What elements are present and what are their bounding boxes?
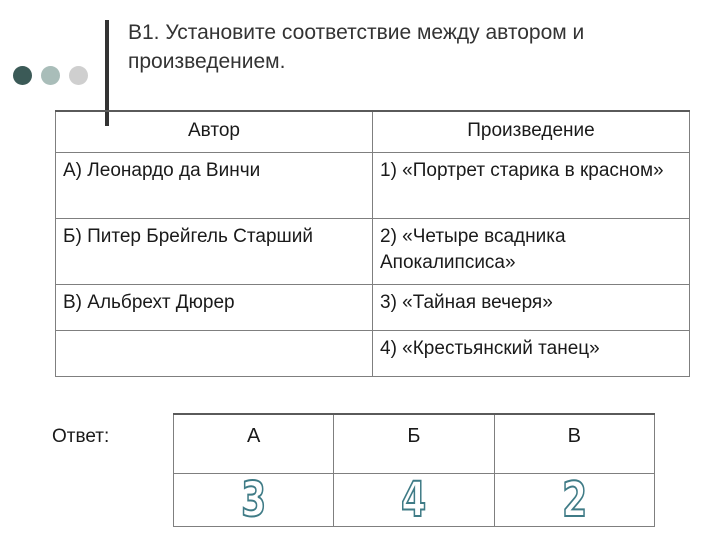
answer-letters-row [174, 414, 655, 474]
table-row [56, 331, 690, 377]
work-cell: 4) «Крестьянский танец» [373, 331, 690, 377]
table-header-row [56, 111, 690, 153]
header-work: Произведение [373, 111, 690, 153]
work-cell: 3) «Тайная вечеря» [373, 285, 690, 331]
decor-dot-mid [41, 66, 60, 85]
answer-label: Ответ: [52, 426, 110, 447]
answer-value-cell [174, 474, 334, 527]
slide-title: В1. Установите соответствие между автором и произведением. [128, 21, 585, 73]
decor-dot-dark [13, 66, 32, 85]
decor-dot-light [69, 66, 88, 85]
answer-value: 2 [561, 472, 587, 528]
answer-table [173, 413, 655, 527]
author-cell: А) Леонардо да Винчи [56, 153, 373, 219]
answer-value: 4 [401, 472, 427, 528]
author-cell: Б) Питер Брейгель Старший [56, 219, 373, 285]
work-cell: 2) «Четыре всадника Апокалипсиса» [373, 219, 690, 285]
answer-letter: А [174, 414, 334, 474]
author-cell: В) Альбрехт Дюрер [56, 285, 373, 331]
table-row [56, 153, 690, 219]
answer-letter: Б [334, 414, 494, 474]
matching-table [55, 110, 690, 377]
answer-values-row [174, 474, 655, 527]
header-author: Автор [56, 111, 373, 153]
answer-value: 3 [241, 472, 267, 528]
table-row [56, 285, 690, 331]
answer-letter: В [494, 414, 654, 474]
work-cell: 1) «Портрет старика в красном» [373, 153, 690, 219]
table-row [56, 219, 690, 285]
answer-value-cell [334, 474, 494, 527]
answer-value-cell [494, 474, 654, 527]
author-cell [56, 331, 373, 377]
